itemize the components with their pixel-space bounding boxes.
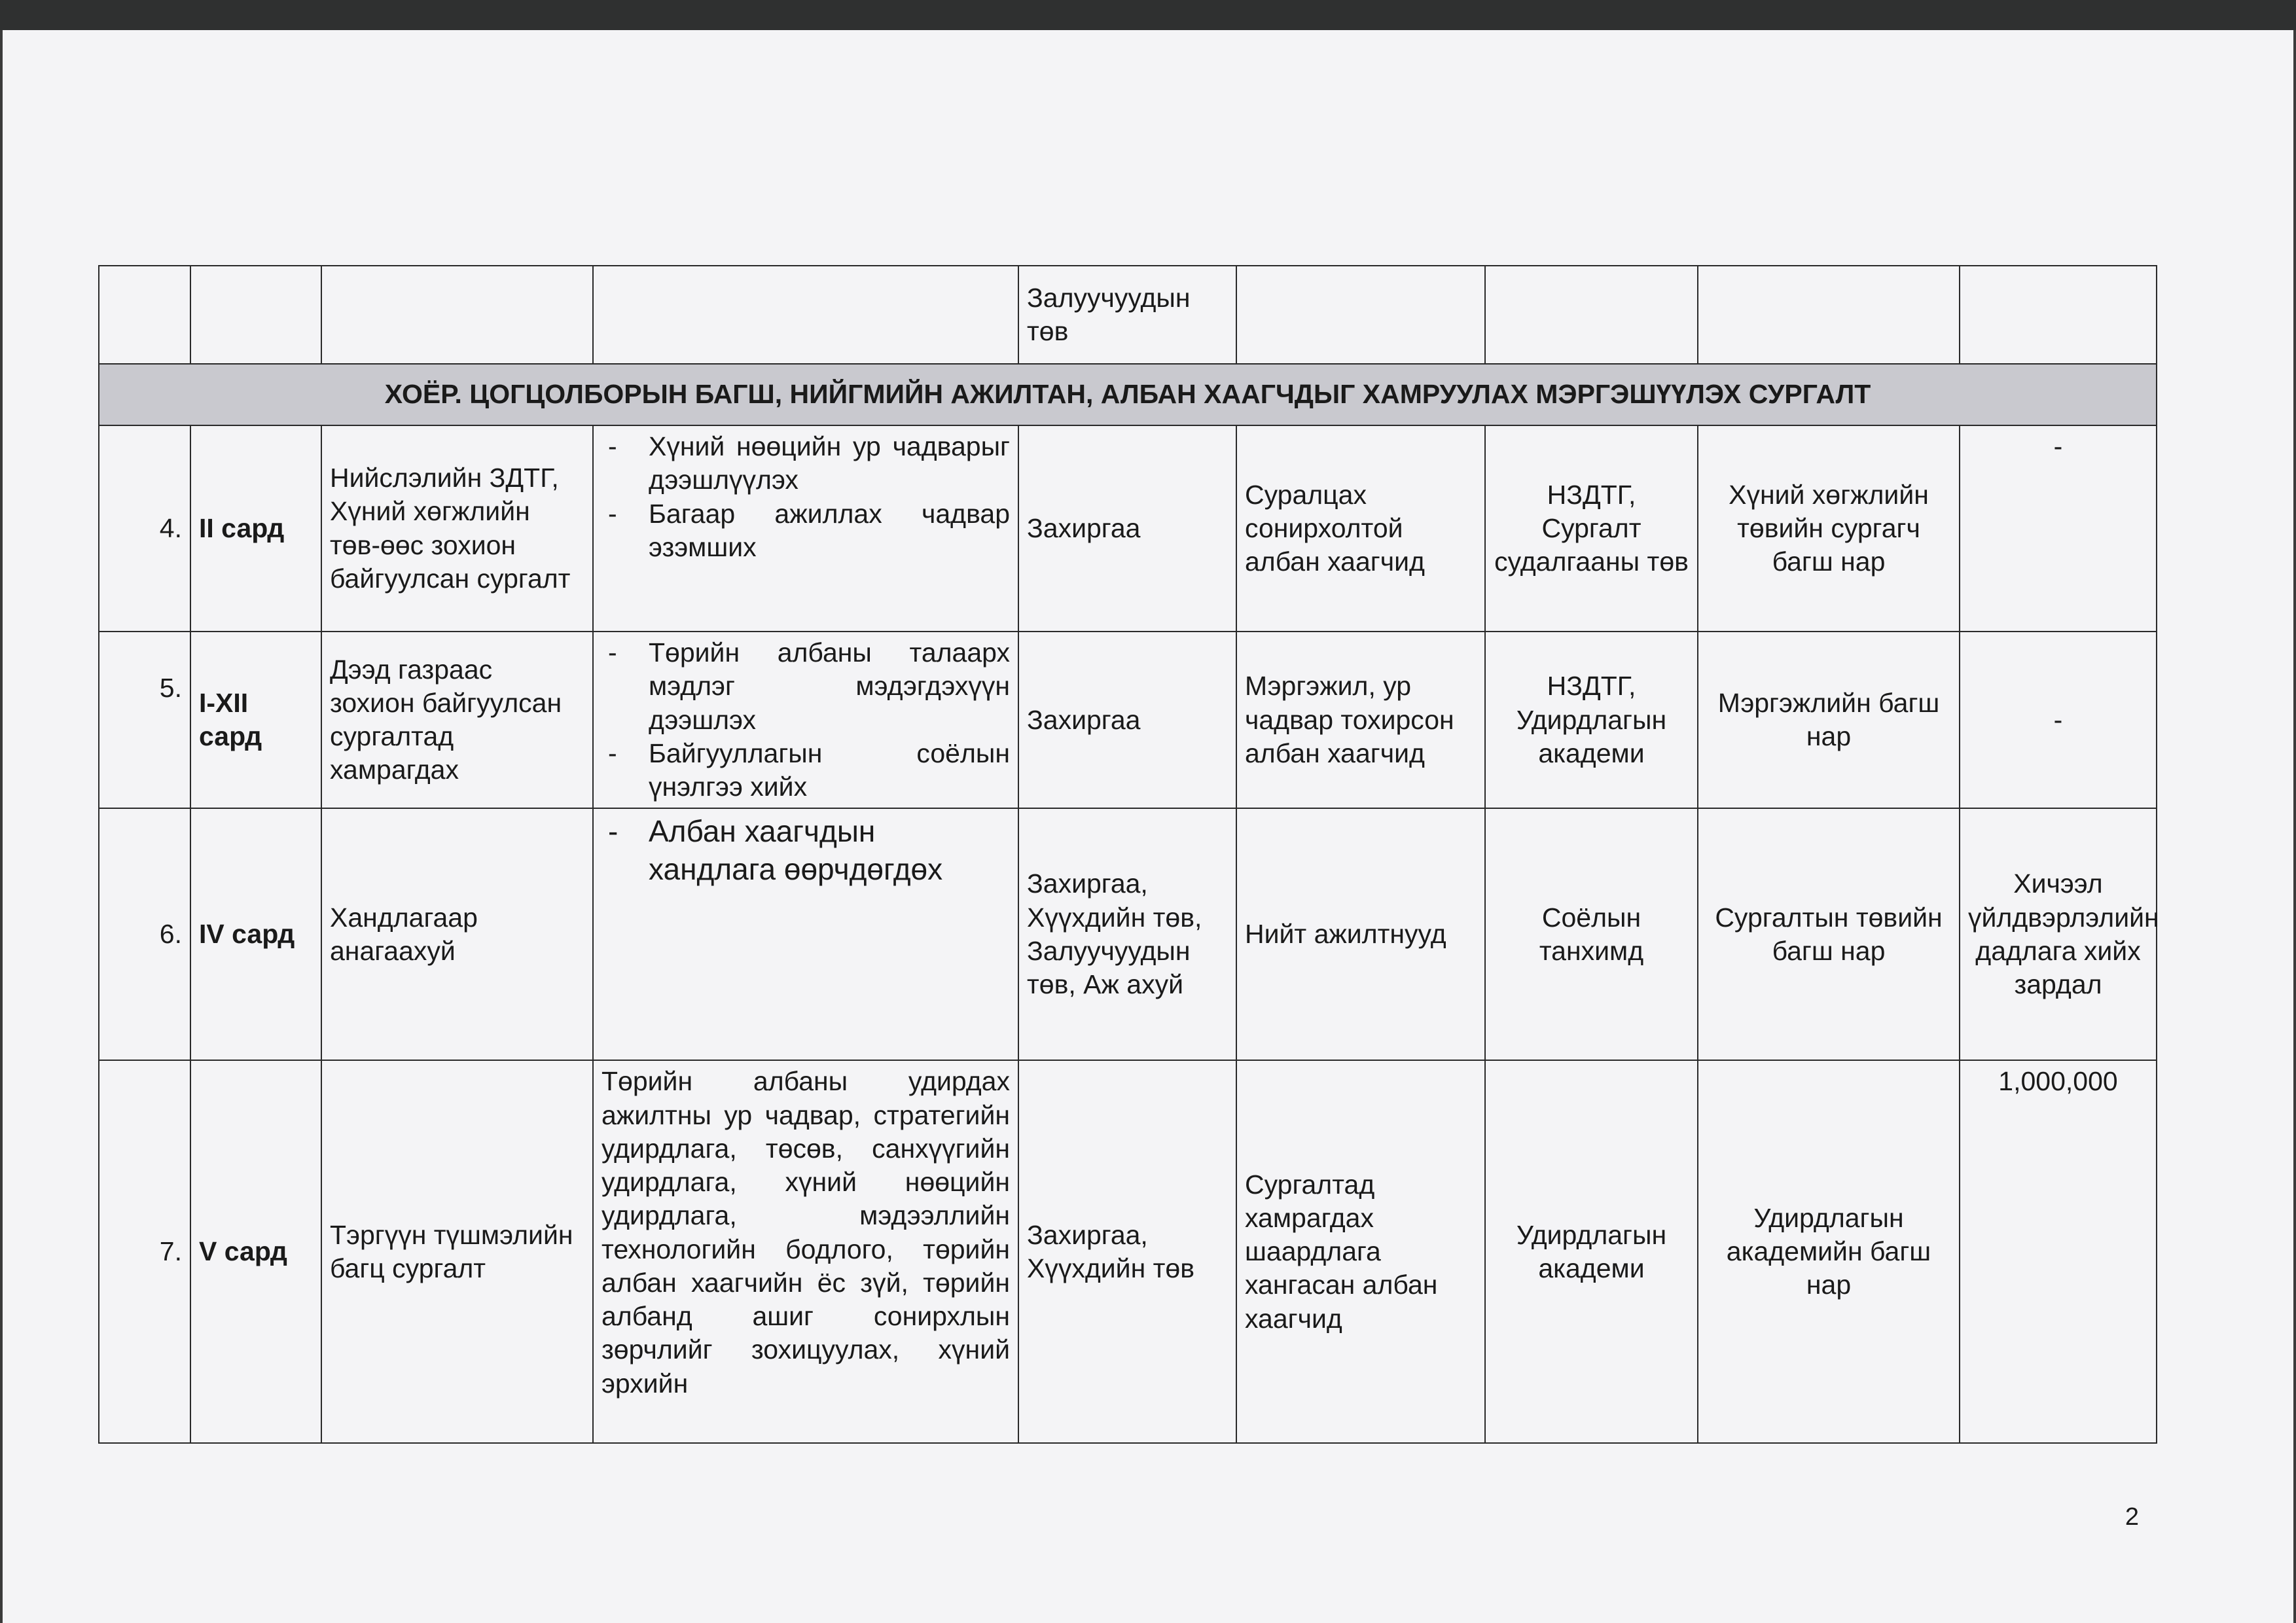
cell-date: I-XII сард: [190, 632, 321, 808]
cell-teachers: Мэргэжлийн багш нар: [1698, 632, 1960, 808]
cell-place: НЗДТГ, Сургалт судалгааны төв: [1485, 425, 1698, 632]
cell-goals: [593, 808, 1018, 1060]
cell-teachers: Хүний хөгжлийн төвийн сургагч багш нар: [1698, 425, 1960, 632]
cell-participants: Сургалтад хамрагдах шаардлага хангасан албан хаагчид: [1236, 1060, 1485, 1443]
cell-date: V сард: [190, 1060, 321, 1443]
cell-budget: -: [1960, 425, 2157, 632]
cell-participants: Мэргэжил, ур чадвар тохирсон албан хаагчид: [1236, 632, 1485, 808]
cell-teachers: Сургалтын төвийн багш нар: [1698, 808, 1960, 1060]
cell-teachers: [1698, 266, 1960, 364]
cell-budget: Хичээл үйлдвэрлэлийн дадлага хийх зардал: [1960, 808, 2157, 1060]
cell-place: Удирдлагын академи: [1485, 1060, 1698, 1443]
cell-target: Залуучуудын төв: [1018, 266, 1236, 364]
cell-place: НЗДТГ, Удирдлагын академи: [1485, 632, 1698, 808]
cell-num: 7.: [99, 1060, 190, 1443]
cell-name: Дээд газраас зохион байгуулсан сургалтад хамрагдах: [321, 632, 593, 808]
cell-name: Тэргүүн түшмэлийн багц сургалт: [321, 1060, 593, 1443]
cell-name: Нийслэлийн ЗДТГ, Хүний хөгжлийн төв-өөс зохион байгуулсан сургалт: [321, 425, 593, 632]
cell-target: Захиргаа: [1018, 425, 1236, 632]
cell-participants: Суралцах сонирхолтой албан хаагчид: [1236, 425, 1485, 632]
table-row-continued: [99, 266, 2157, 364]
table-row: [99, 1060, 2157, 1443]
cell-target: Захиргаа, Хүүхдийн төв: [1018, 1060, 1236, 1443]
cell-date: [190, 266, 321, 364]
section-title: ХОЁР. ЦОГЦОЛБОРЫН БАГШ, НИЙГМИЙН АЖИЛТАН, АЛБАН ХААГЧДЫГ ХАМРУУЛАХ МЭРГЭШҮҮЛЭХ СУРГАЛТ: [99, 364, 2157, 425]
goal-item: - Багаар ажиллах чадвар эзэмших: [601, 497, 1010, 565]
goal-item: - Хүний нөөцийн ур чадварыг дээшлүүлэх: [601, 430, 1010, 497]
table-row: [99, 425, 2157, 632]
cell-target: Захиргаа, Хүүхдийн төв, Залуучуудын төв, Аж ахуй: [1018, 808, 1236, 1060]
cell-place: [1485, 266, 1698, 364]
cell-name: Хандлагаар анагаахуй: [321, 808, 593, 1060]
page-number: 2: [2125, 1503, 2139, 1531]
table-row: [99, 632, 2157, 808]
cell-num: [99, 266, 190, 364]
section-heading-row: [99, 364, 2157, 425]
cell-budget: 1,000,000: [1960, 1060, 2157, 1443]
training-plan-table: [98, 265, 2157, 1444]
cell-participants: [1236, 266, 1485, 364]
table-row: [99, 808, 2157, 1060]
cell-num: 5.: [99, 632, 190, 808]
cell-teachers: Удирдлагын академийн багш нар: [1698, 1060, 1960, 1443]
cell-num: 6.: [99, 808, 190, 1060]
goal-item: - Төрийн албаны талаарх мэдлэг мэдэгдэхүүн дээшлэх: [601, 636, 1010, 737]
cell-date: IV сард: [190, 808, 321, 1060]
cell-goals: [593, 632, 1018, 808]
scan-top-edge: [0, 0, 2296, 30]
cell-budget: -: [1960, 632, 2157, 808]
cell-goals: [593, 266, 1018, 364]
cell-goals: [593, 425, 1018, 632]
goal-item: - Байгууллагын соёлын үнэлгээ хийх: [601, 737, 1010, 804]
cell-target: Захиргаа: [1018, 632, 1236, 808]
cell-date: II сард: [190, 425, 321, 632]
cell-budget: [1960, 266, 2157, 364]
cell-goals: Төрийн албаны удирдах ажилтны ур чадвар, стратегийн удирдлага, төсөв, санхүүгийн удирдлага, хүний нөөцийн удирдлага, мэдээллийн технологийн бодлого, төрийн албан хаагчийн ёс зүй, төрийн албанд ашиг сонирхлын зөрчлийг зохицуулах, хүний эрхийн: [593, 1060, 1018, 1443]
cell-num: 4.: [99, 425, 190, 632]
cell-name: [321, 266, 593, 364]
goal-item: - Албан хаагчдын хандлага өөрчдөгдөх: [601, 813, 1010, 888]
cell-participants: Нийт ажилтнууд: [1236, 808, 1485, 1060]
cell-place: Соёлын танхимд: [1485, 808, 1698, 1060]
